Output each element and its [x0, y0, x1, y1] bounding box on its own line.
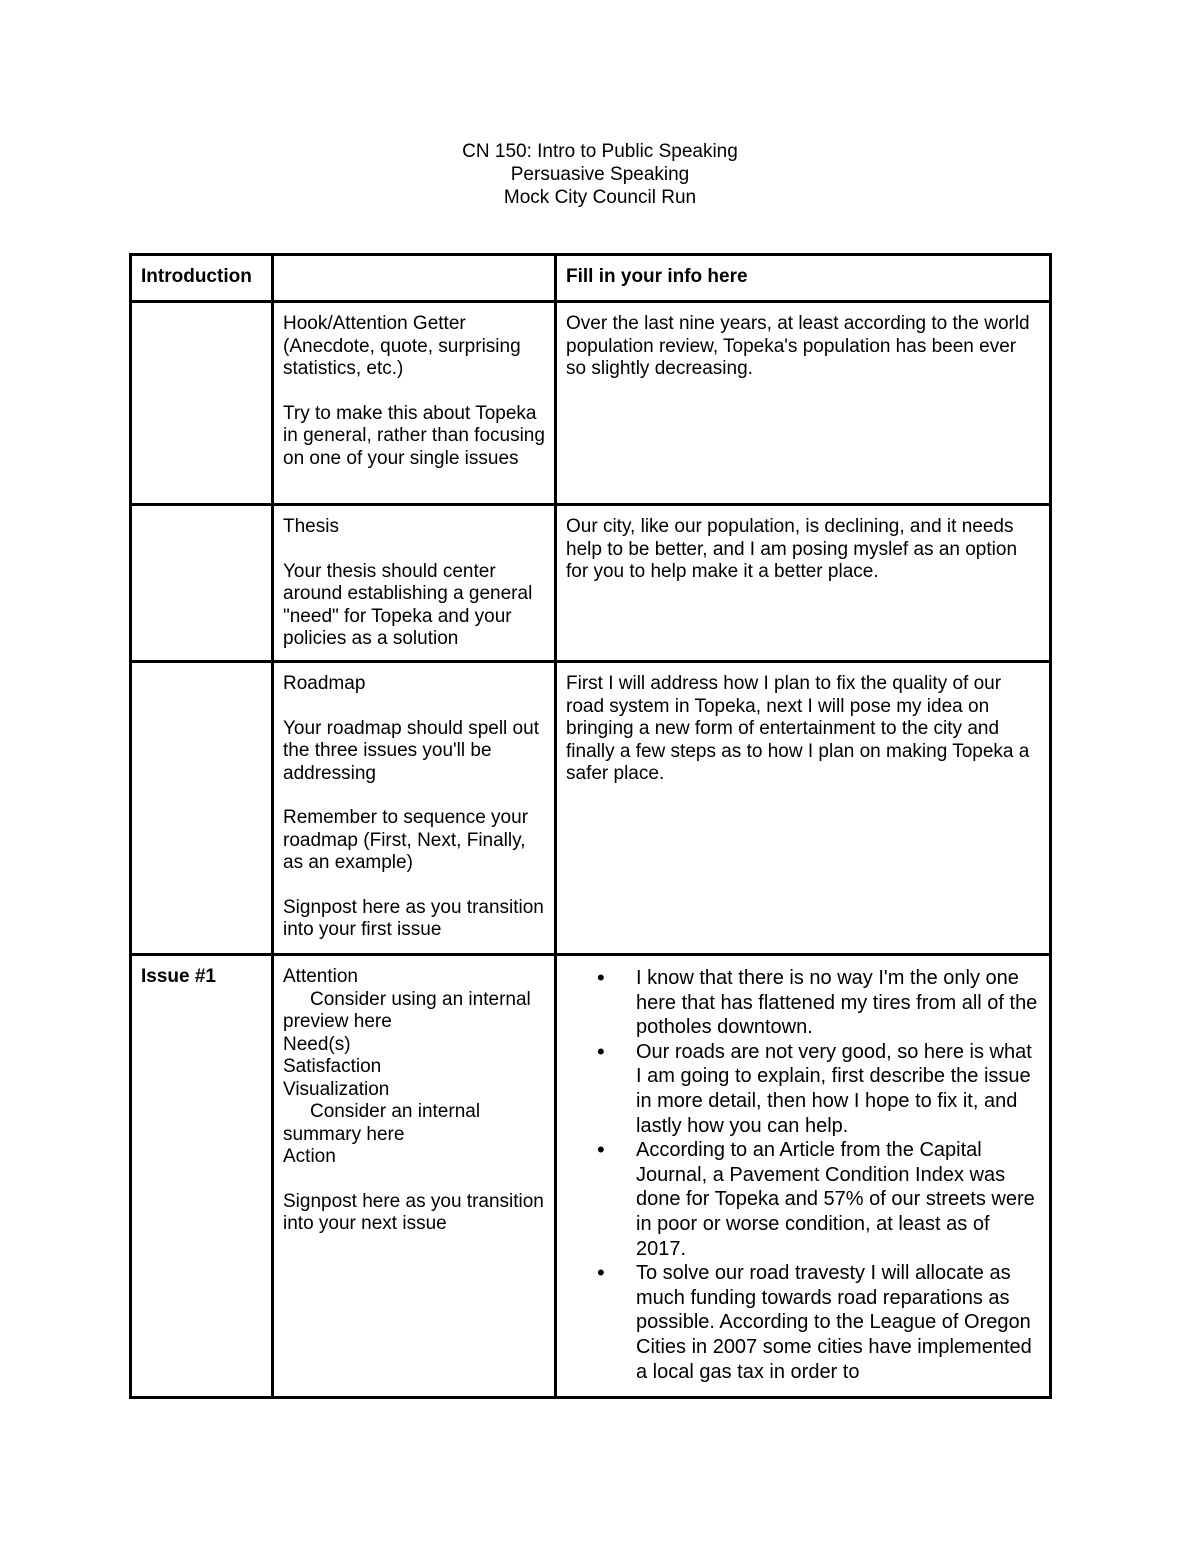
speech-outline-table [129, 253, 1052, 1399]
document-header [0, 140, 1200, 209]
prompt-text: Remember to sequence your roadmap (First, Next, Finally, as an example) [283, 807, 529, 873]
section-cell [131, 662, 273, 955]
prompt-text: Try to make this about Topeka in general, rather than focusing on one of your single issues [283, 402, 545, 469]
response-cell[interactable] [556, 955, 1051, 1398]
unit-title: Persuasive Speaking [510, 164, 690, 185]
list-item: • Our roads are not very good, so here is what I am going to explain, first describe the issue in more detail, then how I hope to fix it, and lastly how you can help. [636, 1040, 1040, 1138]
prompt-header-cell [273, 255, 556, 302]
response-header-cell: Fill in your info here [556, 255, 1051, 302]
section-cell [131, 505, 273, 662]
prompt-text: Attention [283, 966, 358, 987]
table-header-row [131, 255, 1051, 302]
prompt-text: Roadmap [283, 673, 366, 694]
response-cell[interactable]: Over the last nine years, at least according to the world population review, Topeka's population has been ever so slightly decreasing. [556, 302, 1051, 505]
prompt-cell [273, 662, 556, 955]
response-cell[interactable]: First I will address how I plan to fix the quality of our road system in Topeka, next I will pose my idea on bringing a new form of entertainment to the city and finally a few steps as to how I plan on making Topeka a safer place. [556, 662, 1051, 955]
table-row-thesis [131, 505, 1051, 662]
section-cell [131, 302, 273, 505]
list-item: • I know that there is no way I'm the only one here that has flattened my tires from all of the potholes downtown. [636, 966, 1040, 1040]
table-row-roadmap [131, 662, 1051, 955]
response-bullet-list [566, 966, 1040, 1384]
course-title: CN 150: Intro to Public Speaking [462, 141, 738, 162]
prompt-text: Thesis [283, 516, 339, 537]
list-item: • According to an Article from the Capital Journal, a Pavement Condition Index was done for Topeka and 57% of our streets were in poor or worse condition, at least as of 2017. [636, 1138, 1040, 1261]
table-row-issue-1 [131, 955, 1051, 1398]
prompt-text: Action [283, 1146, 336, 1167]
prompt-cell [273, 302, 556, 505]
prompt-text: Satisfaction [283, 1056, 382, 1077]
prompt-text: Hook/Attention Getter (Anecdote, quote, surprising statistics, etc.) [283, 313, 521, 379]
assignment-title: Mock City Council Run [503, 187, 697, 208]
prompt-text: Your roadmap should spell out the three issues you'll be addressing [283, 717, 539, 784]
prompt-text: Signpost here as you transition into your first issue [283, 896, 544, 940]
prompt-text: Visualization [283, 1078, 390, 1100]
prompt-text: Signpost here as you transition into your next issue [283, 1190, 544, 1234]
section-header-cell: Introduction [131, 255, 273, 302]
table-row-hook [131, 302, 1051, 505]
list-item: • To solve our road travesty I will allocate as much funding towards road reparations as possible. According to the League of Oregon Cities in 2007 some cities have implemented a local gas tax in order to [636, 1261, 1040, 1384]
prompt-note: Consider an internal summary here [283, 1101, 481, 1145]
prompt-cell [273, 955, 556, 1398]
prompt-text: Your thesis should center around establishing a general "need" for Topeka and your policies as a solution [283, 560, 533, 649]
prompt-text: Need(s) [283, 1033, 351, 1055]
section-cell: Issue #1 [131, 955, 273, 1398]
prompt-note: Consider using an internal preview here [283, 988, 531, 1032]
response-cell[interactable]: Our city, like our population, is declining, and it needs help to be better, and I am posing myslef as an option for you to help make it a better place. [556, 505, 1051, 662]
prompt-cell [273, 505, 556, 662]
